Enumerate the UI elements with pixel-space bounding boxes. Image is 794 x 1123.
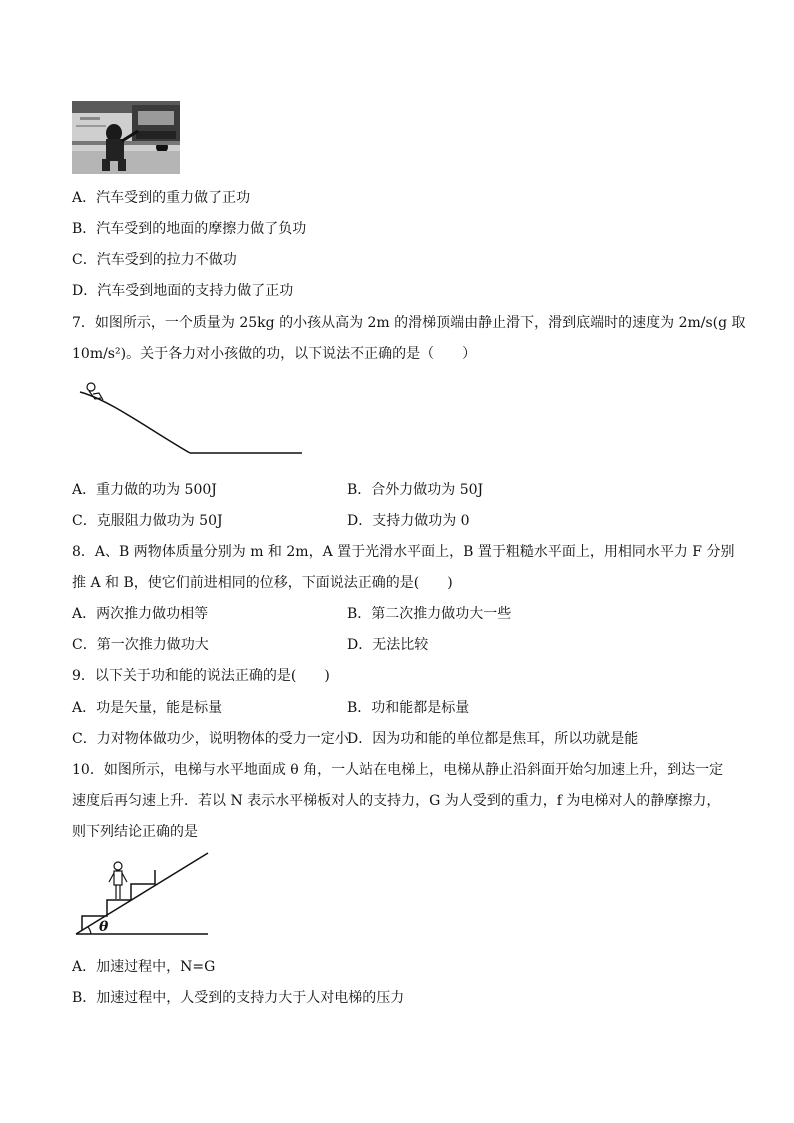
q9-option-b: B．功和能都是标量 bbox=[347, 700, 470, 716]
q8-stem-line1: 8．A、B 两物体质量分别为 m 和 2m，A 置于光滑水平面上，B 置于粗糙水平面上，用相同水平力 F 分别 bbox=[72, 544, 735, 560]
q10-option-b: B．加速过程中，人受到的支持力大于人对电梯的压力 bbox=[72, 990, 405, 1006]
q10-stem-line2: 速度后再匀速上升．若以 N 表示水平梯板对人的支持力，G 为人受到的重力，f 为电梯对人的静摩擦力， bbox=[72, 793, 721, 809]
q7-option-d: D．支持力做功为 0 bbox=[347, 513, 470, 529]
q6-option-a: A．汽车受到的重力做了正功 bbox=[72, 190, 251, 206]
theta-label: θ bbox=[99, 919, 109, 935]
q8-option-b: B．第二次推力做功大一些 bbox=[347, 606, 512, 622]
q8-option-c: C．第一次推力做功大 bbox=[72, 637, 209, 653]
q6-option-d: D．汽车受到地面的支持力做了正功 bbox=[72, 283, 294, 299]
q9-option-a: A．功是矢量，能是标量 bbox=[72, 700, 223, 716]
q8-option-d: D．无法比较 bbox=[347, 637, 429, 653]
q8-stem-line2: 推 A 和 B，使它们前进相同的位移，下面说法正确的是( ) bbox=[72, 575, 453, 591]
q10-stem-line1: 10．如图所示，电梯与水平地面成 θ 角，一人站在电梯上，电梯从静止沿斜面开始匀加速上升，到达一定 bbox=[72, 762, 724, 778]
q8-option-a: A．两次推力做功相等 bbox=[72, 606, 209, 622]
q7-option-b: B．合外力做功为 50J bbox=[347, 482, 484, 498]
q7-option-a: A．重力做的功为 500J bbox=[72, 482, 217, 498]
q10-option-a: A．加速过程中，N=G bbox=[72, 959, 216, 975]
q9-option-d: D．因为功和能的单位都是焦耳，所以功就是能 bbox=[347, 731, 639, 747]
q9-option-c: C．力对物体做功少，说明物体的受力一定小 bbox=[72, 731, 349, 747]
q10-stem-line3: 则下列结论正确的是 bbox=[72, 824, 198, 840]
q6-option-b: B．汽车受到的地面的摩擦力做了负功 bbox=[72, 221, 307, 237]
q7-option-c: C．克服阻力做功为 50J bbox=[72, 513, 223, 529]
q9-stem: 9．以下关于功和能的说法正确的是( ) bbox=[72, 668, 330, 684]
q7-stem-line1: 7．如图所示，一个质量为 25kg 的小孩从高为 2m 的滑梯顶端由静止滑下，滑到底端时的速度为 2m/s(g 取 bbox=[72, 315, 746, 331]
q6-option-c: C．汽车受到的拉力不做功 bbox=[72, 252, 237, 268]
q7-stem-line2: 10m/s²)。关于各力对小孩做的功，以下说法不正确的是（ ） bbox=[72, 346, 477, 362]
